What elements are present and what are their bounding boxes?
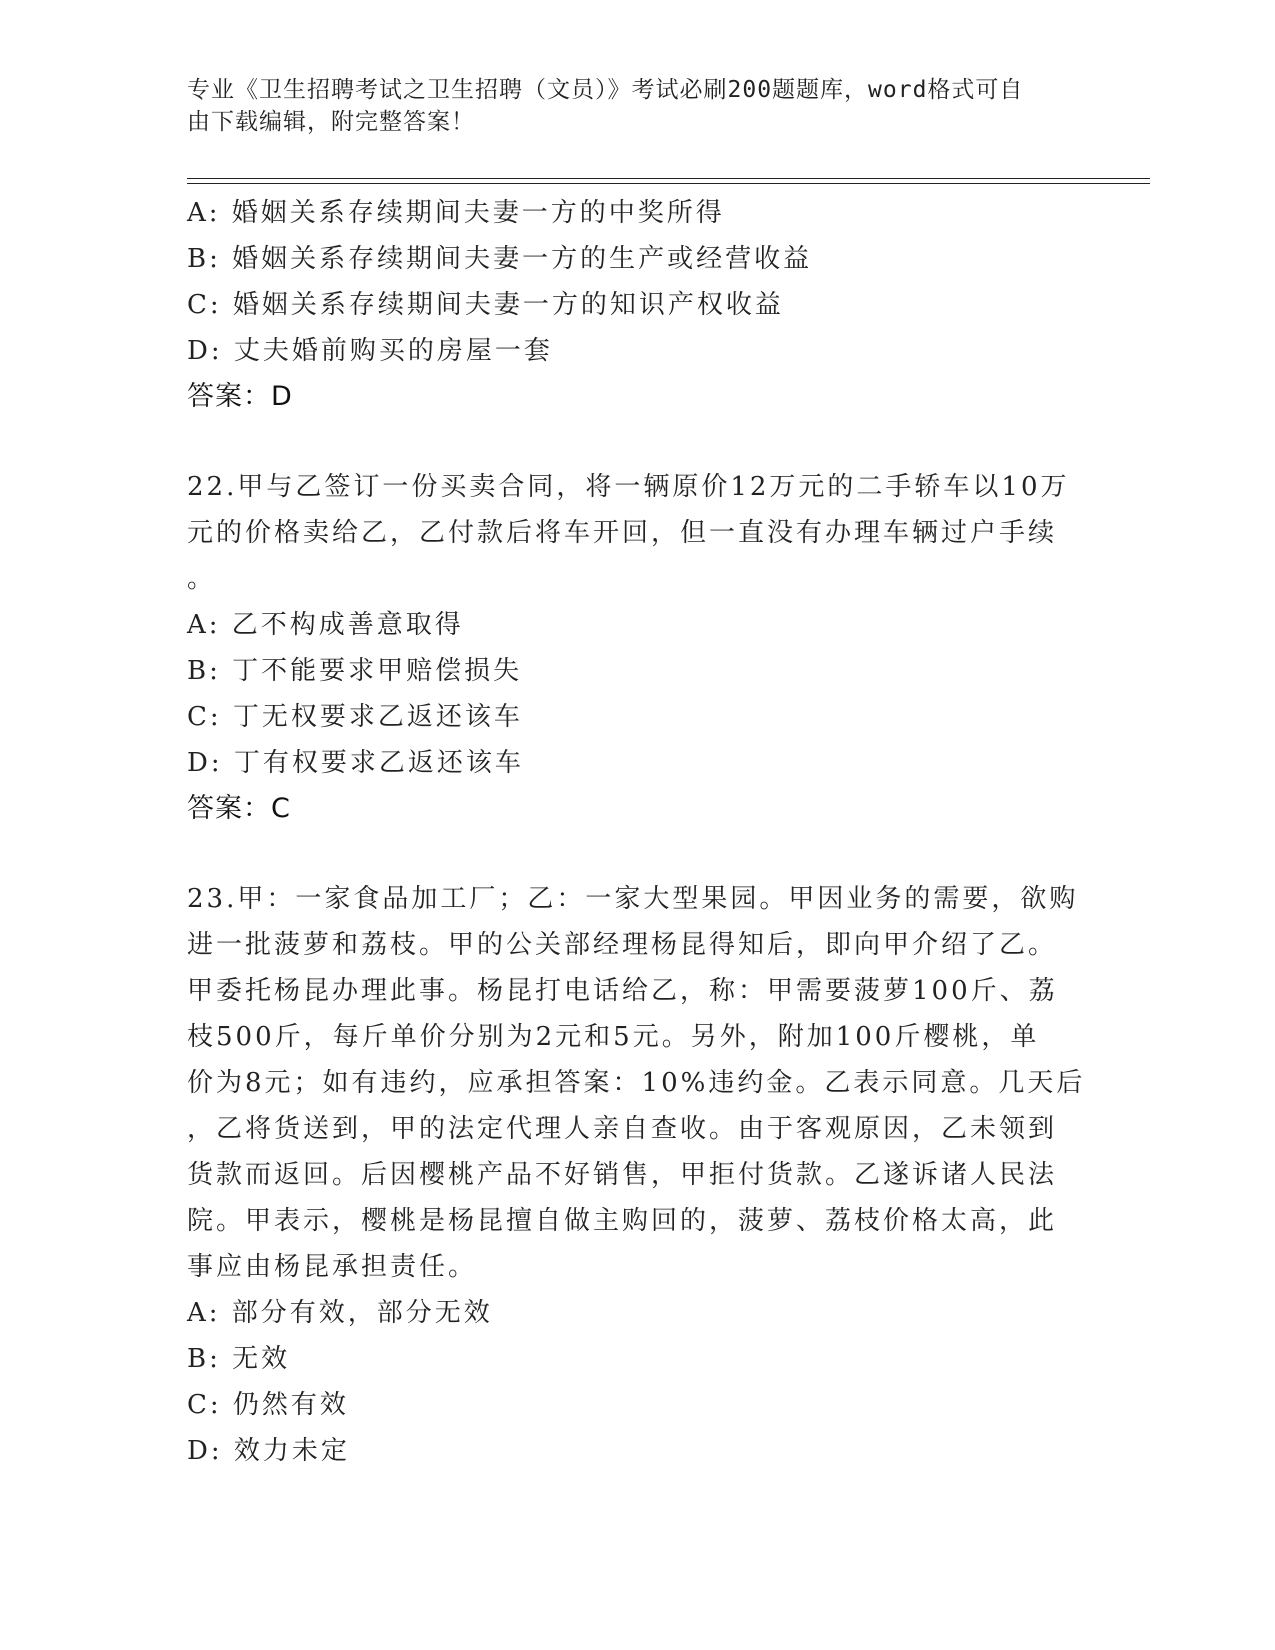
- document-header: [187, 74, 1067, 138]
- stem-line: 货款而返回。后因樱桃产品不好销售，甲拒付货款。乙遂诉诸人民法: [187, 1160, 1058, 1190]
- stem-line: 22.甲与乙签订一份买卖合同，将一辆原价12万元的二手轿车以10万: [187, 472, 1070, 502]
- header-divider-top: [187, 178, 1150, 179]
- stem-line: 进一批菠萝和荔枝。甲的公关部经理杨昆得知后，即向甲介绍了乙。: [187, 930, 1058, 960]
- option-b: B: 丁不能要求甲赔偿损失: [187, 656, 523, 686]
- option-d: D: 效力未定: [187, 1436, 350, 1466]
- answer-line: 答案：D: [187, 381, 293, 412]
- stem-line: 事应由杨昆承担责任。: [187, 1252, 478, 1282]
- header-line-1: 专业《卫生招聘考试之卫生招聘（文员）》考试必刷200题题库，word格式可自: [187, 77, 1024, 103]
- option-c: C: 丁无权要求乙返还该车: [187, 702, 523, 732]
- stem-line: 元的价格卖给乙，乙付款后将车开回，但一直没有办理车辆过户手续: [187, 518, 1058, 548]
- header-line-2: 由下载编辑，附完整答案！: [187, 109, 475, 135]
- option-a: A: 乙不构成善意取得: [187, 610, 464, 640]
- option-a: A: 婚姻关系存续期间夫妻一方的中奖所得: [187, 198, 725, 228]
- option-c: C: 婚姻关系存续期间夫妻一方的知识产权收益: [187, 290, 784, 320]
- question-stem: [187, 876, 1087, 1290]
- header-divider-bottom: [187, 183, 1150, 184]
- option-c: C: 仍然有效: [187, 1390, 349, 1420]
- option-b: B: 无效: [187, 1344, 291, 1374]
- stem-line: 。: [187, 564, 217, 594]
- option-d: D: 丈夫婚前购买的房屋一套: [187, 336, 553, 366]
- stem-line: 价为8元；如有违约，应承担答案：10%违约金。乙表示同意。几天后: [187, 1068, 1086, 1098]
- stem-line: 枝500斤，每斤单价分别为2元和5元。另外，附加100斤樱桃，单: [187, 1022, 1040, 1052]
- stem-line: 23.甲：一家食品加工厂；乙：一家大型果园。甲因业务的需要，欲购: [187, 884, 1079, 914]
- option-d: D: 丁有权要求乙返还该车: [187, 748, 524, 778]
- stem-line: ，乙将货送到，甲的法定代理人亲自查收。由于客观原因，乙未领到: [187, 1114, 1058, 1144]
- option-a: A: 部分有效，部分无效: [187, 1298, 493, 1328]
- question-stem: [187, 464, 1087, 602]
- question-22: [187, 464, 1087, 832]
- question-21: [187, 190, 1087, 420]
- stem-line: 甲委托杨昆办理此事。杨昆打电话给乙，称：甲需要菠萝100斤、荔: [187, 976, 1058, 1006]
- answer-line: 答案：C: [187, 793, 291, 824]
- question-list: [187, 190, 1087, 1474]
- option-b: B: 婚姻关系存续期间夫妻一方的生产或经营收益: [187, 244, 813, 274]
- stem-line: 院。甲表示，樱桃是杨昆擅自做主购回的，菠萝、荔枝价格太高，此: [187, 1206, 1058, 1236]
- question-23: [187, 876, 1087, 1474]
